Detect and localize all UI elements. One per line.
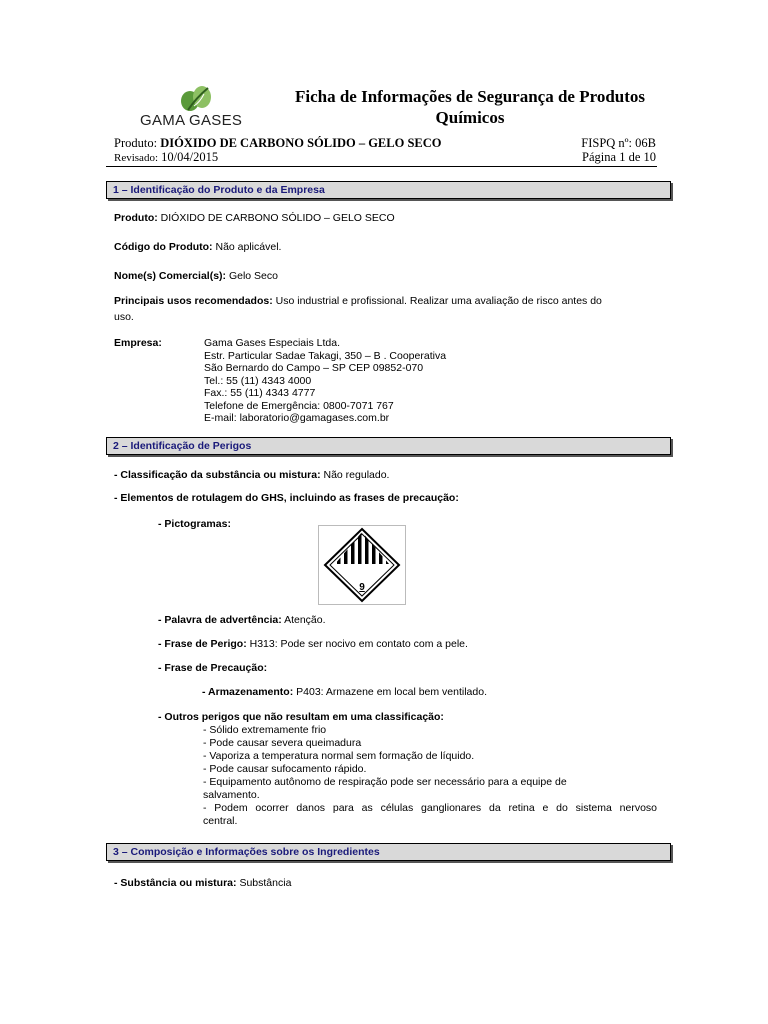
- nome-comercial-value: Gelo Seco: [228, 270, 278, 282]
- empresa-line: Tel.: 55 (11) 4343 4000: [204, 374, 312, 387]
- substancia-value: Substância: [239, 877, 292, 889]
- produto-label: Produto:: [114, 212, 158, 224]
- elementos-label: - Elementos de rotulagem do GHS, incluindo as frases de precaução:: [114, 492, 459, 504]
- empresa-details: [204, 337, 446, 425]
- outros-perigos-list: [203, 724, 657, 828]
- logo-leaf-icon: [138, 84, 258, 114]
- section-2-heading: 2 – Identificação de Perigos: [106, 437, 671, 455]
- revision-meta: [114, 150, 218, 165]
- document-title: [260, 86, 680, 128]
- list-item: - Pode causar severa queimadura: [203, 737, 362, 749]
- title-line-1: Ficha de Informações de Segurança de Produtos: [294, 87, 646, 106]
- codigo-label: Código do Produto:: [114, 241, 213, 253]
- empresa-line: Fax.: 55 (11) 4343 4777: [204, 387, 316, 399]
- substancia-label: - Substância ou mistura:: [114, 877, 237, 889]
- perigo-field: [158, 638, 468, 651]
- nome-comercial-field: [114, 270, 278, 283]
- section-3-heading: 3 – Composição e Informações sobre os Ingredientes: [106, 843, 671, 861]
- produto-field: [114, 212, 395, 225]
- usos-label: Principais usos recomendados:: [114, 295, 273, 307]
- revised-date: 10/04/2015: [161, 150, 219, 164]
- usos-field: [114, 295, 674, 324]
- classificacao-label: - Classificação da substância ou mistura:: [114, 469, 321, 481]
- outros-perigos-label: - Outros perigos que não resultam em uma classificação:: [158, 711, 444, 723]
- logo-text: GAMA GASES: [140, 112, 243, 129]
- classificacao-field: [114, 469, 389, 482]
- list-item: - Podem ocorrer danos para as células ganglionares da retina e do sistema nervoso: [203, 802, 657, 814]
- empresa-line: Telefone de Emergência: 0800-7071 767: [204, 399, 394, 412]
- company-logo: [138, 84, 258, 132]
- list-item: - Sólido extremamente frio: [203, 724, 327, 736]
- list-item: - Pode causar sufocamento rápido.: [203, 763, 367, 775]
- page-number: Página 1 de 10: [582, 150, 656, 164]
- armazenamento-label: - Armazenamento:: [202, 686, 294, 698]
- produto-value: DIÓXIDO DE CARBONO SÓLIDO – GELO SECO: [160, 212, 395, 224]
- classificacao-value: Não regulado.: [323, 469, 390, 481]
- codigo-value: Não aplicável.: [215, 241, 282, 253]
- header-divider: [106, 166, 657, 167]
- perigo-value: H313: Pode ser nocivo em contato com a pele.: [249, 638, 468, 650]
- list-item: - Equipamento autônomo de respiração pode ser necessário para a equipe de: [203, 776, 567, 788]
- empresa-line: Gama Gases Especiais Ltda.: [204, 337, 340, 349]
- product-name: DIÓXIDO DE CARBONO SÓLIDO – GELO SECO: [160, 136, 442, 150]
- title-line-2: Químicos: [435, 108, 505, 127]
- revised-label: Revisado:: [114, 152, 158, 164]
- empresa-line: Estr. Particular Sadae Takagi, 350 – B . Cooperativa: [204, 349, 447, 362]
- list-item: central.: [203, 815, 238, 827]
- palavra-label: - Palavra de advertência:: [158, 614, 282, 626]
- palavra-field: [158, 614, 326, 627]
- product-meta: [114, 136, 442, 150]
- pictogramas-label: - Pictogramas:: [158, 518, 231, 530]
- armazenamento-field: [202, 686, 487, 699]
- list-item: - Vaporiza a temperatura normal sem formação de líquido.: [203, 750, 475, 762]
- usos-value-line-2: uso.: [114, 311, 134, 323]
- nome-comercial-label: Nome(s) Comercial(s):: [114, 270, 227, 282]
- substancia-field: [114, 877, 291, 890]
- product-label: Produto:: [114, 136, 158, 150]
- hazard-class-9-pictogram: [318, 525, 406, 605]
- section-1-heading: 1 – Identificação do Produto e da Empresa: [106, 181, 671, 199]
- palavra-value: Atenção.: [284, 614, 326, 626]
- empresa-line: São Bernardo do Campo – SP CEP 09852-070: [204, 362, 424, 374]
- perigo-label: - Frase de Perigo:: [158, 638, 247, 650]
- usos-value-line-1: Uso industrial e profissional. Realizar uma avaliação de risco antes do: [275, 295, 602, 307]
- precaucao-label: - Frase de Precaução:: [158, 662, 268, 674]
- armazenamento-value: P403: Armazene em local bem ventilado.: [296, 686, 487, 698]
- empresa-label: Empresa:: [114, 337, 162, 349]
- list-item: salvamento.: [203, 789, 260, 801]
- pictogram-number: 9: [359, 582, 365, 593]
- fispq-number: FISPQ nº: 06B: [581, 136, 656, 150]
- codigo-field: [114, 241, 281, 254]
- empresa-line: E-mail: laboratorio@gamagases.com.br: [204, 412, 390, 424]
